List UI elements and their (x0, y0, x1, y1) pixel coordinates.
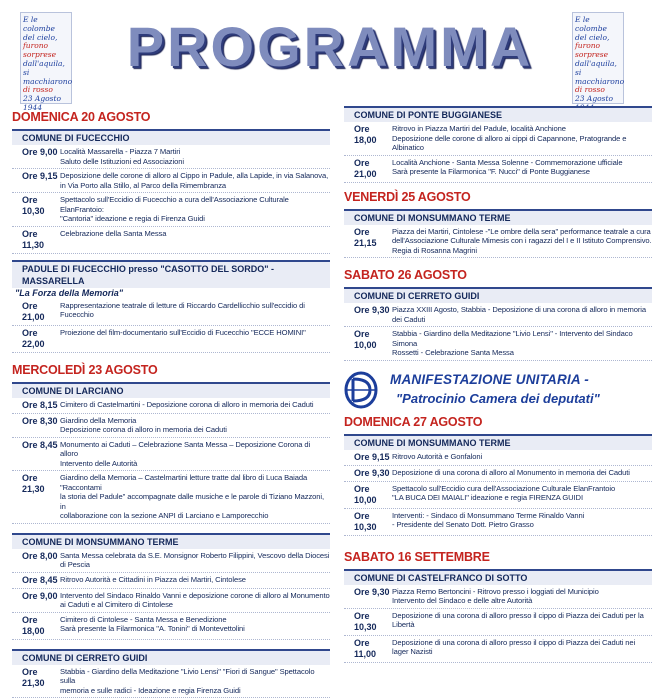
event-time: Ore 9,30 (344, 587, 392, 606)
event-description: Intervento del Sindaco Rinaldo Vanni e deposizione corone di alloro al Monumento ai Caduti e al Cimitero di Cintolese (60, 591, 330, 610)
event-description: Spettacolo sull'Eccidio di Fucecchio a cura dell'Associazione Culturale ElanFrantoio: "Cantoria" ideazione e regia di Firenza Guidi (60, 195, 330, 224)
event-row (12, 573, 330, 589)
event-description: Spettacolo sull'Eccidio cura dell'Associazione Culturale ElanFrantoio "LA BUCA DEI MAIALI" ideazione e regia FIRENZA GUIDI (392, 484, 652, 506)
event-description: Piazza Remo Bertoncini - Ritrovo presso i loggiati del Municipio Intervento del Sindaco e delle altre Autorità (392, 587, 652, 606)
unitaria-banner (344, 369, 652, 413)
poem-thumbnail-left (20, 12, 72, 104)
event-description: Deposizione delle corone di alloro al Cippo in Padule, alla Lapide, in via Salanova, in Via Porto alla Stillo, al Parco della Rimembranza (60, 171, 330, 190)
event-row (12, 438, 330, 472)
block-heading: COMUNE DI MONSUMMANO TERME (344, 434, 652, 450)
thumb-line: dall'aquila, (23, 60, 69, 69)
event-row (344, 327, 652, 361)
thumb-line: si macchiarono (575, 69, 621, 87)
event-row (344, 636, 652, 663)
thumb-line: furono sorprese (575, 42, 621, 60)
event-row (12, 145, 330, 169)
event-row (12, 549, 330, 573)
event-time: Ore 8,45 (12, 575, 60, 586)
poem-thumbnail-right (572, 12, 624, 104)
block-heading: COMUNE DI FUCECCHIO (12, 129, 330, 145)
event-time: Ore 10,30 (344, 611, 392, 633)
thumb-line: furono sorprese (23, 42, 69, 60)
event-row (344, 122, 652, 156)
event-time: Ore 9,15 (12, 171, 60, 190)
event-description: Piazza XXIII Agosto, Stabbia - Deposizione di una corona di alloro in memoria dei Caduti (392, 305, 652, 324)
day-heading: VENERDÌ 25 AGOSTO (344, 190, 652, 205)
event-row (344, 450, 652, 466)
event-description: Località Massarella - Piazza 7 Martiri Saluto delle Istituzioni ed Associazioni (60, 147, 330, 166)
day-heading: SABATO 16 SETTEMBRE (344, 550, 652, 565)
event-list (344, 225, 652, 259)
event-description: Deposizione di una corona di alloro presso il cippo di Piazza dei Caduti per la Libertà (392, 611, 652, 633)
thumb-line: si macchiarono (23, 69, 69, 87)
event-description: Ritrovo Autorità e Cittadini in Piazza dei Martiri, Cintolese (60, 575, 330, 586)
event-time: Ore 10,30 (344, 511, 392, 533)
event-time: Ore 9,00 (12, 147, 60, 166)
event-list (12, 549, 330, 640)
schedule-block (344, 434, 652, 536)
event-time: Ore 10,30 (12, 195, 60, 224)
event-description: Rappresentazione teatrale di letture di Riccardo Cardellicchio sull'eccidio di Fucecchio (60, 301, 330, 323)
event-description: Deposizione di una corona di alloro al Monumento in memoria dei Caduti (392, 468, 652, 479)
day-heading: MERCOLEDÌ 23 AGOSTO (12, 363, 330, 378)
thumb-line: E le colombe (575, 16, 621, 34)
event-description: Proiezione del film-documentario sull'Eccidio di Fucecchio "ECCE HOMINI" (60, 328, 330, 350)
event-description: Santa Messa celebrata da S.E. Monsignor Roberto Filippini, Vescovo della Diocesi di Pescia (60, 551, 330, 570)
day-heading: DOMENICA 20 AGOSTO (12, 110, 330, 125)
event-list (344, 122, 652, 183)
event-row (12, 471, 330, 524)
block-heading: COMUNE DI CERRETO GUIDI (344, 287, 652, 303)
event-time: Ore 9,15 (344, 452, 392, 463)
event-row (12, 613, 330, 640)
block-heading: COMUNE DI MONSUMMANO TERME (344, 209, 652, 225)
event-row (344, 482, 652, 509)
event-time: Ore 18,00 (12, 615, 60, 637)
event-row (12, 169, 330, 193)
schedule-block (12, 382, 330, 524)
schedule-block (12, 649, 330, 698)
event-time: Ore 21,00 (344, 158, 392, 180)
event-row (344, 585, 652, 609)
event-time: Ore 8,15 (12, 400, 60, 411)
event-time: Ore 11,00 (344, 638, 392, 660)
thumb-date: 23 Agosto 1944 (23, 95, 69, 113)
event-time: Ore 10,00 (344, 484, 392, 506)
thumb-date: 23 Agosto (575, 95, 621, 113)
event-description: Stabbia - Giardino della Meditazione "Livio Lensi" "Fiori di Sangue" Spettacolo sulla memoria e sulle radici - Ideazione e regia Firenza Guidi (60, 667, 330, 696)
event-time: Ore 9,00 (12, 591, 60, 610)
event-row (12, 665, 330, 698)
event-time: Ore 11,30 (12, 229, 60, 251)
event-row (344, 509, 652, 536)
event-description: Deposizione di una corona di alloro presso il cippo di Piazza dei Caduti nei lager Nazisti (392, 638, 652, 660)
unitaria-subtitle: "Patrocinio Camera dei deputati" (396, 391, 600, 407)
event-row (12, 414, 330, 438)
event-time: Ore 21,15 (344, 227, 392, 256)
event-time: Ore 9,30 (344, 305, 392, 324)
thumb-line: E le colombe (23, 16, 69, 34)
left-column (12, 106, 330, 698)
event-time: Ore 8,00 (12, 551, 60, 570)
event-description: Giardino della Memoria – Castelmartini letture tratte dal libro di Luca Baiada "Raccontami la storia del Padule" accompagnate dalle musiche e le parole di Tiziano Mazzoni, in collaborazione con la sezione ANPI di Larciano e Lamporecchio (60, 473, 330, 521)
event-description: Stabbia - Giardino della Meditazione "Livio Lensi" - Intervento del Sindaco Simona Rossetti - Celebrazione Santa Messa (392, 329, 652, 358)
block-heading: COMUNE DI CERRETO GUIDI (12, 649, 330, 665)
thumb-line: di rosso (23, 86, 69, 95)
event-row (12, 589, 330, 613)
event-list (12, 398, 330, 524)
event-list (12, 299, 330, 353)
event-row (12, 398, 330, 414)
event-description: Interventi: - Sindaco di Monsummano Terme Rinaldo Vanni - Presidente del Senato Dott. Pietro Grasso (392, 511, 652, 533)
event-time: Ore 8,45 (12, 440, 60, 469)
block-heading: PADULE DI FUCECCHIO presso "CASOTTO DEL SORDO" - MASSARELLA (12, 260, 330, 288)
event-description: Celebrazione della Santa Messa (60, 229, 330, 251)
schedule-block (344, 569, 652, 663)
schedule-block (12, 533, 330, 640)
schedule-block (12, 129, 330, 254)
event-list (344, 585, 652, 663)
event-description: Località Anchione - Santa Messa Solenne - Commemorazione ufficiale Sarà presente la Filarmonica "F. Nucci" di Ponte Buggianese (392, 158, 652, 180)
event-time: Ore 21,00 (12, 301, 60, 323)
event-time: Ore 21,30 (12, 667, 60, 696)
schedule-block (344, 287, 652, 361)
thumb-line: dall'aquila, (575, 60, 621, 69)
event-row (12, 299, 330, 326)
event-list (344, 303, 652, 361)
block-heading: COMUNE DI MONSUMMANO TERME (12, 533, 330, 549)
event-time: Ore 8,30 (12, 416, 60, 435)
schedule-block (344, 106, 652, 183)
thumb-line: del cielo, (23, 34, 69, 43)
event-time: Ore 22,00 (12, 328, 60, 350)
event-row (344, 609, 652, 636)
event-row (344, 225, 652, 259)
event-description: Cimitero di Castelmartini - Deposizione corona di alloro in memoria dei Caduti (60, 400, 330, 411)
event-description: Ritrovo in Piazza Martiri del Padule, località Anchione Deposizione delle corone di alloro ai cippi di Capannone, Pratogrande e Albinatico (392, 124, 652, 153)
thumb-line: del cielo, (575, 34, 621, 43)
schedule-block (12, 260, 330, 353)
schedule-block (344, 209, 652, 259)
unitaria-title: MANIFESTAZIONE UNITARIA - (390, 372, 589, 388)
block-heading: COMUNE DI CASTELFRANCO DI SOTTO (344, 569, 652, 585)
block-heading: COMUNE DI PONTE BUGGIANESE (344, 106, 652, 122)
thumb-line: di rosso (575, 86, 621, 95)
event-list (12, 145, 330, 254)
event-list (12, 665, 330, 698)
event-time: Ore 10,00 (344, 329, 392, 358)
event-description: Ritrovo Autorità e Gonfaloni (392, 452, 652, 463)
event-list (344, 450, 652, 536)
event-time: Ore 21,30 (12, 473, 60, 521)
event-description: Giardino della Memoria Deposizione corona di alloro in memoria dei Caduti (60, 416, 330, 435)
event-row (344, 303, 652, 327)
event-row (12, 193, 330, 227)
event-row (12, 227, 330, 254)
event-description: Monumento ai Caduti – Celebrazione Santa Messa – Deposizione Corona di alloro Intervento delle Autorità (60, 440, 330, 469)
event-row (344, 156, 652, 183)
block-heading: COMUNE DI LARCIANO (12, 382, 330, 398)
block-subheading: "La Forza della Memoria" (12, 288, 330, 299)
event-description: Piazza dei Martiri, Cintolese -"Le ombre della sera" performance teatrale a cura dell'Associazione Culturale Mimesis con i ragazzi del I e II Istituto Comprensivo. Regia di Rosanna Magrini (392, 227, 652, 256)
event-time: Ore 18,00 (344, 124, 392, 153)
page-title: PROGRAMMA (105, 14, 555, 80)
event-time: Ore 9,30 (344, 468, 392, 479)
camera-deputati-emblem-icon (344, 371, 378, 409)
right-column (344, 106, 652, 663)
event-row (12, 326, 330, 353)
day-heading: SABATO 26 AGOSTO (344, 268, 652, 283)
event-row (344, 466, 652, 482)
day-heading: DOMENICA 27 AGOSTO (344, 415, 652, 430)
event-description: Cimitero di Cintolese - Santa Messa e Benedizione Sarà presente la Filarmonica "A. Tonini" di Montevettolini (60, 615, 330, 637)
